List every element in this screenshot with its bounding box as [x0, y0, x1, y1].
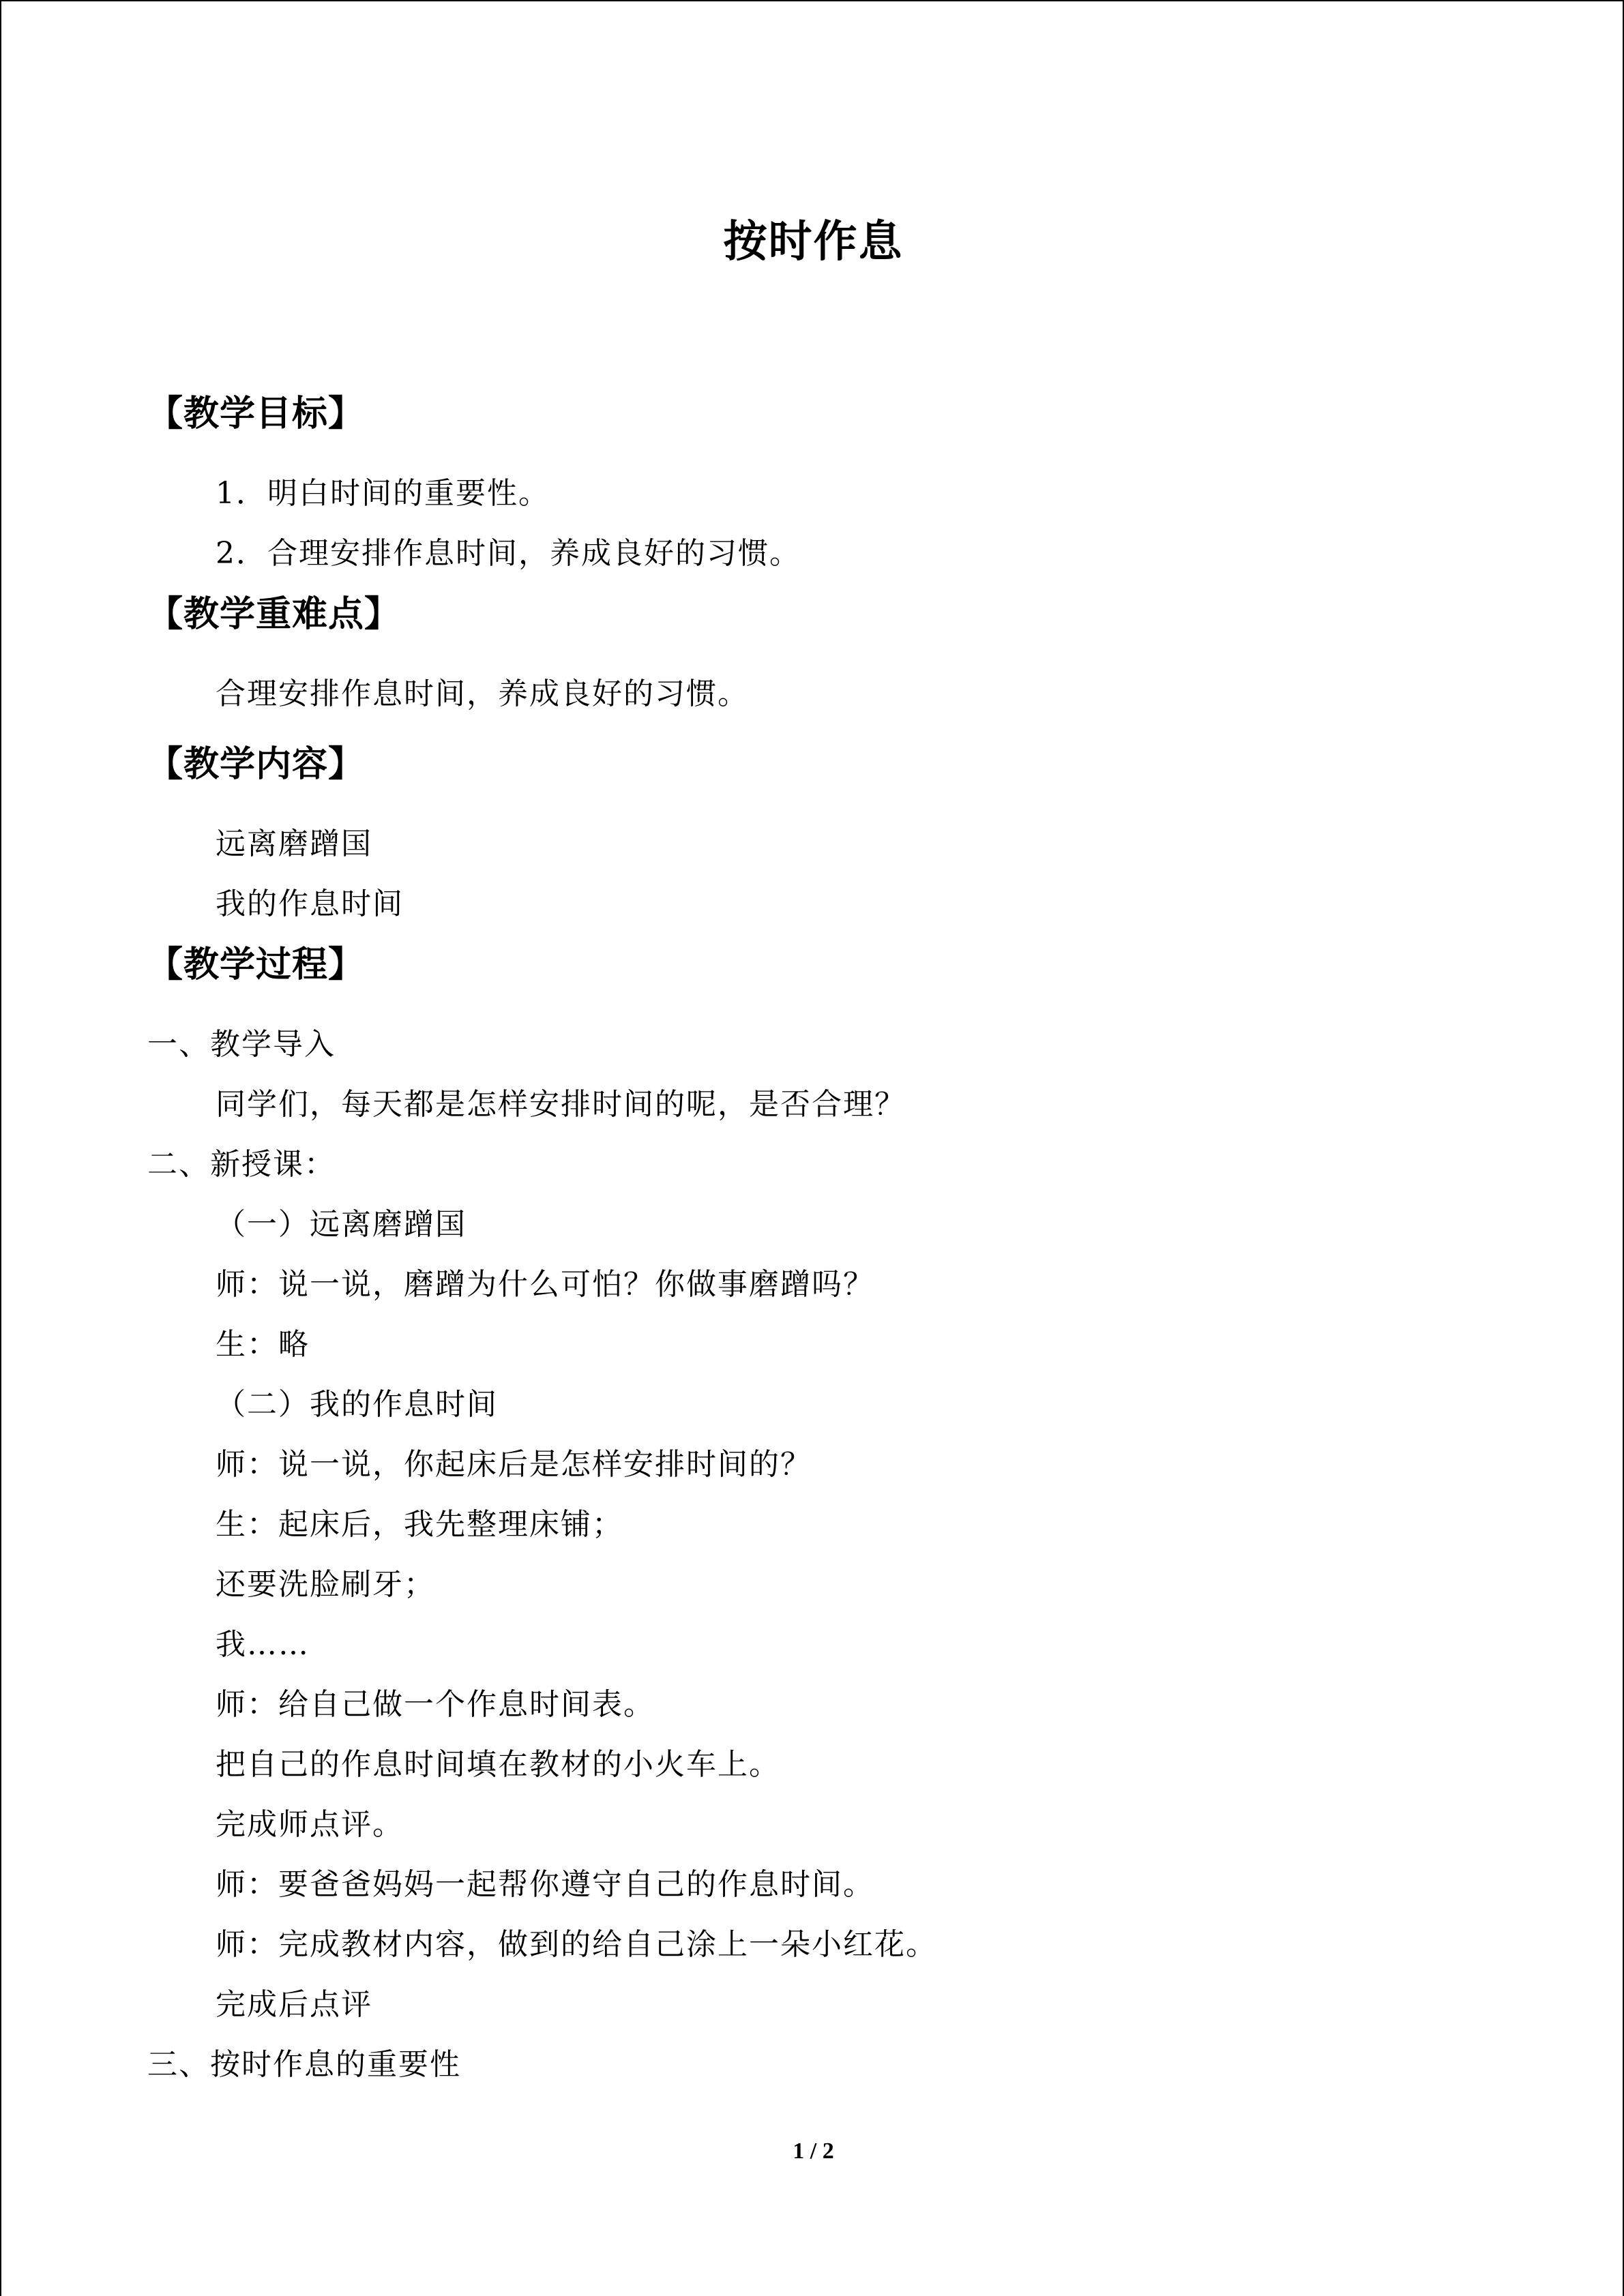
process-line: 生：略 — [216, 1327, 310, 1362]
document-title: 按时作息 — [723, 217, 904, 267]
process-line: 师：要爸爸妈妈一起帮你遵守自己的作息时间。 — [216, 1867, 874, 1902]
document-body — [147, 383, 1484, 2095]
key-point-item: 合理安排作息时间，养成良好的习惯。 — [216, 676, 749, 711]
goal-item: 2．合理安排作息时间，养成良好的习惯。 — [216, 536, 801, 571]
process-line: 师：给自己做一个作息时间表。 — [216, 1687, 655, 1722]
process-line: 还要洗脸刷牙； — [216, 1567, 435, 1602]
process-line: 完成后点评 — [216, 1987, 372, 2022]
section-heading-goals: 【教学目标】 — [147, 393, 365, 434]
page-number: 1 / 2 — [793, 2138, 834, 2164]
process-line: 一、教学导入 — [147, 1027, 336, 1062]
content-item: 远离磨蹭国 — [216, 826, 372, 861]
process-line: （一）远离磨蹭国 — [216, 1207, 467, 1242]
section-heading-content: 【教学内容】 — [147, 744, 365, 785]
section-heading-key-points: 【教学重难点】 — [147, 594, 401, 635]
process-line: （二）我的作息时间 — [216, 1387, 498, 1422]
section-heading-process: 【教学过程】 — [147, 944, 365, 985]
process-line: 三、按时作息的重要性 — [147, 2047, 461, 2082]
process-line: 生：起床后，我先整理床铺； — [216, 1507, 623, 1542]
process-line: 师：完成教材内容，做到的给自己涂上一朵小红花。 — [216, 1927, 937, 1962]
content-item: 我的作息时间 — [216, 886, 404, 921]
process-line: 完成师点评。 — [216, 1807, 404, 1842]
process-line: 把自己的作息时间填在教材的小火车上。 — [216, 1747, 780, 1782]
process-line: 师：说一说，你起床后是怎样安排时间的？ — [216, 1447, 812, 1482]
process-line: 二、新授课： — [147, 1147, 336, 1182]
process-line: 同学们，每天都是怎样安排时间的呢，是否合理？ — [216, 1087, 906, 1122]
goal-item: 1．明白时间的重要性。 — [216, 476, 550, 511]
process-line: 师：说一说，磨蹭为什么可怕？你做事磨蹭吗？ — [216, 1267, 874, 1302]
process-line: 我…… — [216, 1627, 310, 1662]
